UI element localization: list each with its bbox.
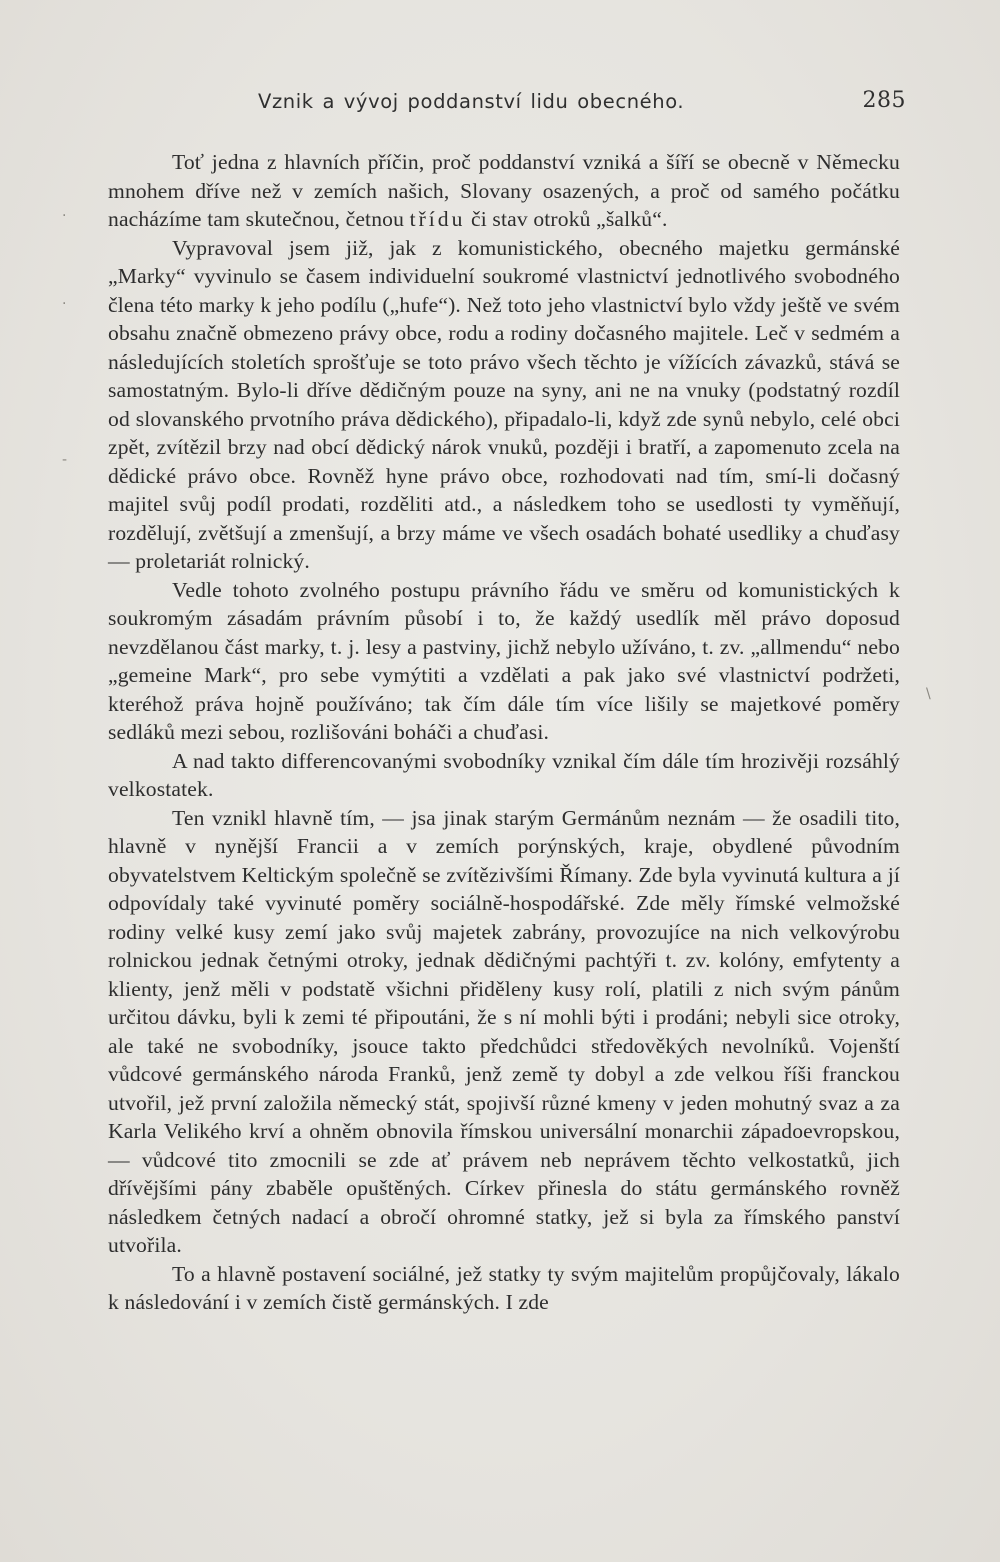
- paragraph-1-text-a: Toť jedna z hlavních příčin, proč poddanství vzniká a šíří se obecně v Německu mnohem dříve než v zemích našich, Slovany osazených, a proč od samého počátku nacházíme tam skutečnou, četnou: [108, 150, 900, 231]
- paragraph-4: A nad takto differencovanými svobodníky vznikal čím dále tím hrozivěji rozsáhlý velkostatek.: [108, 748, 900, 801]
- paragraph-1-emphasis: třídu: [409, 207, 466, 231]
- margin-mark: ·: [62, 208, 67, 224]
- paragraph-1-text-b: či stav otroků „šalků“.: [465, 207, 668, 231]
- paragraph-2: Vypravoval jsem již, jak z komunistického, obecného majetku germánské „Marky“ vyvinulo se časem individuelní soukromé vlastnictví jednotlivého svobodného člena této marky k jeho podílu („hufe“). Než toto jeho vlastnictví bylo vždy ještě ve svém obsahu značně obmezeno právy obce, rodu a rodiny dočasného majitele. Leč v sedmém a následujících stoletích sprošťuje se toto právo všech těchto je vížících závazků, stává se samostatným. Bylo-li dříve dědičným pouze na syny, ani ne na vnuky (podstatný rozdíl od slovanského prvotního práva dědického), připadalo-li, když zde synů nebylo, celé obci zpět, zvítězil brzy nad obcí dědický nárok vnuků, později i bratří, a zapomenuto zcela na dědické právo obce. Rovněž hyne právo obce, rozhodovati nad tím, smí-li dočasný majitel svůj podíl prodati, rozděliti atd., a následkem toho se usedlosti ty vyměňují, rozdělují, zvětšují a zmenšují, a brzy máme ve všech osadách bohaté usedliky a chuďasy — proletariát rolnický.: [108, 235, 900, 573]
- paragraph-1: [108, 148, 900, 234]
- paragraph-6: To a hlavně postavení sociálné, jež statky ty svým majitelům propůjčovaly, lákalo k následování i v zemích čistě germánských. I zde: [108, 1261, 900, 1314]
- page-number: 285: [862, 88, 906, 113]
- running-head: Vznik a vývoj poddanství lidu obecného.: [258, 90, 685, 113]
- paragraph-5: Ten vznikl hlavně tím, — jsa jinak starým Germánům neznám — že osadili tito, hlavně v nynější Francii a v zemích porýnských, kraje, obydlené původním obyvatelstvem Keltickým společně se zvítězivšími Římany. Zde byla vyvinutá kultura a jí odpovídaly také vyvinuté poměry sociálně-hospodářské. Zde měly římské velmožské rodiny velké kusy zemí jako svůj majetek zabrány, provozujíce na nich velkovýrobu rolnickou jednak četnými otroky, jednak dědičnými pachtýři t. zv. kolóny, emfytenty a klienty, jenž měli v podstatě všichni přiděleny kusy rolí, platili z nich svým pánům určitou dávku, byli k zemi té připoutáni, že s ní mohli býti i prodáni; nebyli sice otroky, ale také ne svobodníky, jsouce takto předchůdci středověkých nevolníků. Vojenští vůdcové germánského národa Franků, jenž země ty dobyl a zde velkou říši franckou utvořil, jež první založila německý stát, spojivší různé kmeny v jeden mohutný svaz a za Karla Velikého krví a ohněm obnovila římskou universální monarchii západoevropskou, — vůdcové tito zmocnili se zde ať právem neb neprávem těchto velkostatků, jich dřívějšími pány zbaběle opuštěných. Církev přinesla do státu germánského rovněž následkem četných nadací a obročí ohromné statky, jež si byla za římského panství utvořila.: [108, 805, 900, 1257]
- margin-mark: -: [62, 452, 68, 468]
- body-text: [108, 148, 900, 1317]
- margin-mark: \: [926, 686, 931, 702]
- page-header: [258, 88, 906, 122]
- margin-mark: ·: [62, 296, 67, 312]
- paragraph-3: Vedle tohoto zvolného postupu právního řádu ve směru od komunistických k soukromým zásadám právním působí i to, že každý usedlík měl právo doposud nevzdělanou část marky, t. j. lesy a pastviny, jichž nebylo užíváno, t. zv. „allmendu“ nebo „gemeine Mark“, pro sebe vymýtiti a vzdělati a pak jako své vlastnictví podržeti, kteréhož práva hojně používáno; tak čím dále tím více lišily se majetkové poměry sedláků mezi sebou, rozlišováni boháči a chuďasi.: [108, 577, 900, 744]
